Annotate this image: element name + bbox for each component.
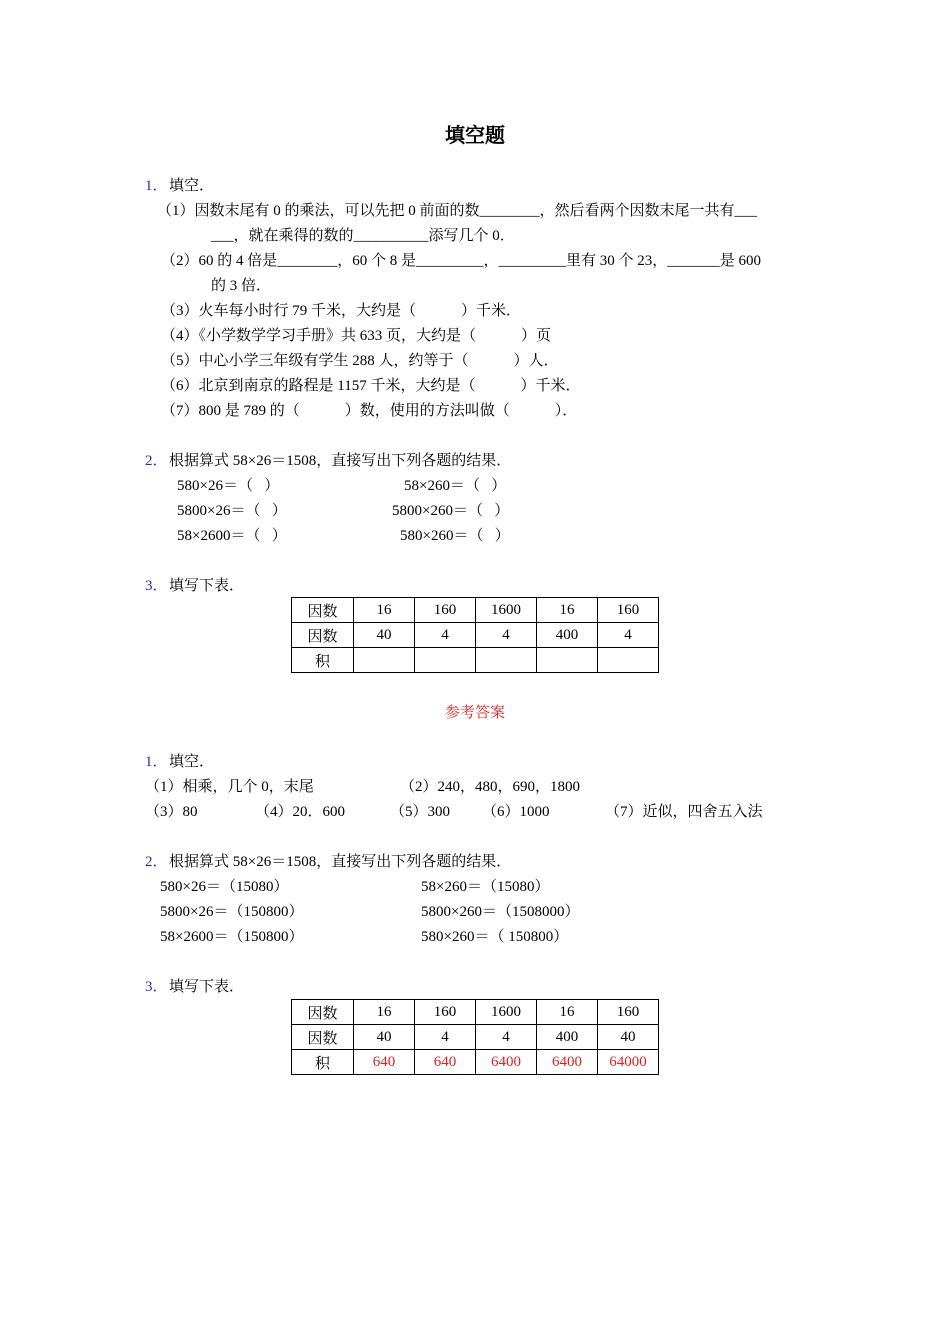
- answers-title: 参考答案: [444, 705, 505, 721]
- expression: 58×260＝（ ）: [404, 478, 507, 494]
- table-row: [292, 648, 659, 673]
- product-cell: 64000: [598, 1050, 659, 1075]
- expression-answer: 5800×260＝（1508000）: [421, 904, 580, 920]
- expression-answer: 580×260＝（ 150800）: [421, 929, 569, 945]
- table-cell: 因数: [292, 1000, 354, 1025]
- answer-part-2: （2）240，480，690，1800: [400, 779, 581, 795]
- question-heading: 填空．: [169, 178, 215, 194]
- expression: 580×260＝（ ）: [400, 528, 510, 544]
- table-cell: 1600: [476, 1000, 537, 1025]
- expression-answer: 58×260＝（15080）: [421, 879, 550, 895]
- question-number: 3．: [145, 578, 168, 594]
- table-cell: 因数: [292, 623, 354, 648]
- table-row: [292, 1025, 659, 1050]
- table-cell: 4: [415, 1025, 476, 1050]
- answer-part-1: （1）相乘，几个 0，末尾: [145, 779, 314, 795]
- expression-answer: 580×26＝（15080）: [160, 879, 289, 895]
- expression: 580×26＝（ ）: [177, 478, 280, 494]
- product-cell: 640: [415, 1050, 476, 1075]
- product-cell: 6400: [476, 1050, 537, 1075]
- question-number: 1．: [145, 178, 168, 194]
- table-row: [292, 623, 659, 648]
- table-row: [292, 1050, 659, 1075]
- question-number: 2．: [145, 453, 168, 469]
- table-cell: [354, 648, 415, 673]
- table-row: [292, 1000, 659, 1025]
- expression: 5800×26＝（ ）: [177, 503, 287, 519]
- answer-table: [291, 999, 659, 1075]
- expression-answer: 58×2600＝（150800）: [160, 929, 304, 945]
- answer-part-5: （5）300: [390, 804, 451, 820]
- question-heading: 根据算式 58×26＝1508，直接写出下列各题的结果．: [169, 854, 512, 870]
- table-cell: 1600: [476, 598, 537, 623]
- table-cell: 4: [598, 623, 659, 648]
- sub-question-4: （4）《小学数学学习手册》共 633 页，大约是（ ）页: [161, 328, 552, 344]
- sub-question-5: （5）中心小学三年级有学生 288 人，约等于（ ）人．: [161, 353, 559, 369]
- table-cell: 因数: [292, 598, 354, 623]
- expression: 5800×260＝（ ）: [392, 503, 510, 519]
- question-heading: 根据算式 58×26＝1508，直接写出下列各题的结果．: [169, 453, 512, 469]
- answer-part-7: （7）近似，四舍五入法: [605, 804, 763, 820]
- sub-question-7: （7）800 是 789 的（ ）数，使用的方法叫做（ ）．: [161, 403, 578, 419]
- sub-question-2-line-2: 的 3 倍．: [211, 278, 272, 294]
- table-cell: 40: [354, 1025, 415, 1050]
- sub-question-1-line-1: （1）因数末尾有 0 的乘法，可以先把 0 前面的数________，然后看两个因数末尾一共有___: [157, 203, 758, 219]
- table-cell: 16: [354, 1000, 415, 1025]
- question-heading: 填空．: [169, 754, 215, 770]
- table-row: [292, 598, 659, 623]
- factor-table: [291, 597, 659, 673]
- expression: 58×2600＝（ ）: [177, 528, 287, 544]
- table-cell: 40: [354, 623, 415, 648]
- product-cell: 640: [354, 1050, 415, 1075]
- table-cell: 40: [598, 1025, 659, 1050]
- question-heading: 填写下表．: [169, 979, 245, 995]
- product-cell: 6400: [537, 1050, 598, 1075]
- table-cell: 160: [598, 1000, 659, 1025]
- table-cell: 4: [415, 623, 476, 648]
- table-cell: [598, 648, 659, 673]
- table-cell: 16: [354, 598, 415, 623]
- table-cell: 积: [292, 1050, 354, 1075]
- answer-part-4: （4）20．600: [255, 804, 346, 820]
- table-cell: [537, 648, 598, 673]
- question-number: 1．: [145, 754, 168, 770]
- table-cell: 因数: [292, 1025, 354, 1050]
- table-cell: 160: [415, 598, 476, 623]
- sub-question-2-line-1: （2）60 的 4 倍是________，60 个 8 是_________，_________里有 30 个 23，_______是 600: [161, 253, 762, 269]
- page-title: 填空题: [445, 125, 505, 147]
- sub-question-6: （6）北京到南京的路程是 1157 千米，大约是（ ）千米．: [161, 378, 581, 394]
- table-cell: [415, 648, 476, 673]
- table-cell: 400: [537, 1025, 598, 1050]
- sub-question-3: （3）火车每小时行 79 千米，大约是（ ）千米．: [161, 303, 522, 319]
- table-cell: 16: [537, 1000, 598, 1025]
- table-cell: 16: [537, 598, 598, 623]
- answer-part-6: （6）1000: [482, 804, 550, 820]
- table-cell: 4: [476, 1025, 537, 1050]
- table-cell: 积: [292, 648, 354, 673]
- table-cell: 400: [537, 623, 598, 648]
- question-number: 3．: [145, 979, 168, 995]
- expression-answer: 5800×26＝（150800）: [160, 904, 304, 920]
- table-cell: [476, 648, 537, 673]
- table-cell: 160: [598, 598, 659, 623]
- table-cell: 4: [476, 623, 537, 648]
- table-cell: 160: [415, 1000, 476, 1025]
- question-heading: 填写下表．: [169, 578, 245, 594]
- answer-part-3: （3）80: [145, 804, 198, 820]
- question-number: 2．: [145, 854, 168, 870]
- sub-question-1-line-2: ___，就在乘得的数的__________添写几个 0．: [211, 228, 515, 244]
